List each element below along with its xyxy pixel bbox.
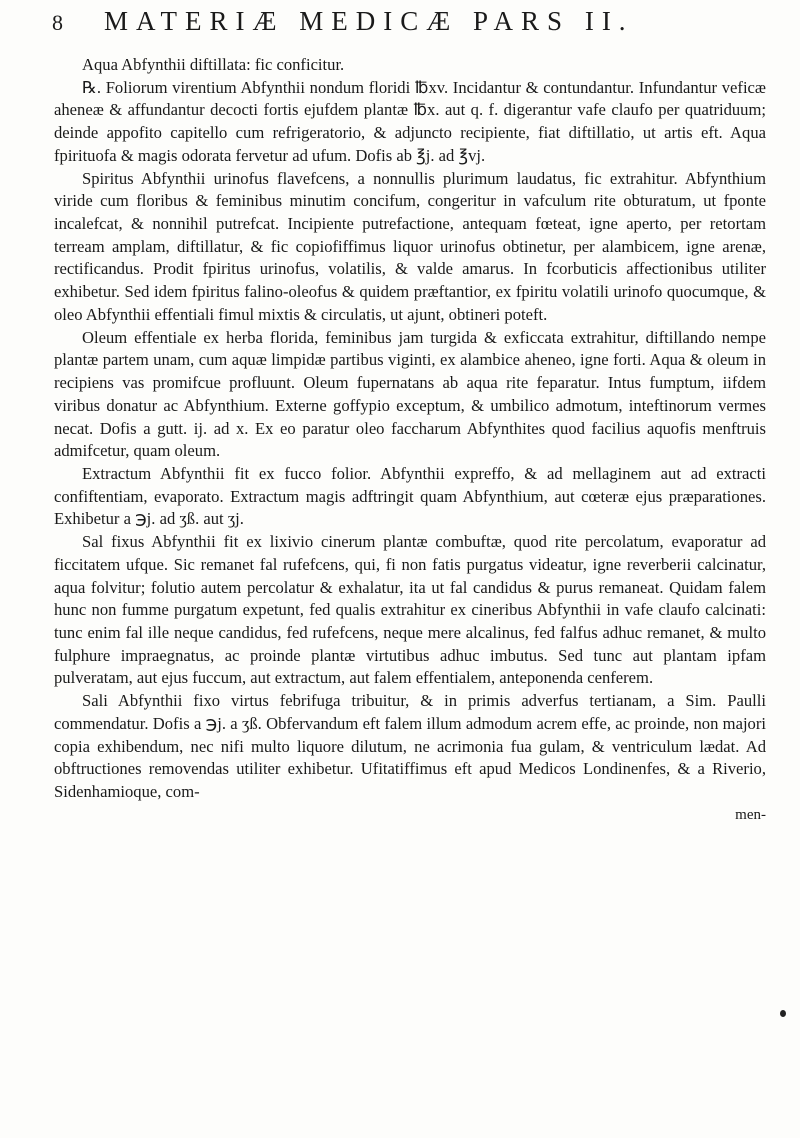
ink-spot [780, 1010, 786, 1017]
paragraph-extractum: Extractum Abfynthii fit ex fucco folior. Abfynthii expreffo, & ad mellaginem aut ad extracti confiftentiam, evaporato. Extractum magis adftringit quam Abfynthium, aut cœteræ ejus præparationes. Exhibetur a ℈j. ad ʒß. aut ʒj. [54, 463, 766, 529]
body-text [54, 54, 766, 826]
paragraph-sal-fixus: Sal fixus Abfynthii fit ex lixivio cinerum plantæ combuftæ, quod rite percolatum, evaporatur ad ficcitatem ufque. Sic remanet fal rufefcens, qui, fi non fatis purgatus videatur, igne reverberii calcinatur, aqua folvitur; folutio autem percolatur & exhalatur, ita ut fal candidus & purus remaneat. Quidam falem hunc non fumme purgatum expetunt, fed qualis extrahitur ex cineribus Abfynthii in vafe claufo calcinati: tunc enim fal ille neque candidus, fed rufefcens, neque mere alcalinus, fed falfus adhuc remanet, & multo fulphure impraegnatus, ac proinde plantæ virtutibus adhuc imbutus. Sed tunc aut plantam ipfam pulveratam, aut ejus fuccum, aut extractum, aut falem effentialem, anteponenda cenferem. [54, 532, 766, 688]
paragraph-oleum: Oleum effentiale ex herba florida, feminibus jam turgida & exficcata extrahitur, diftillando nempe plantæ partem unam, cum aquæ limpidæ partibus viginti, ex alambice aheneo, igne forti. Aqua & oleum in recipiens vas promifcue profluunt. Oleum fupernatans ab aqua rite feparatur. Intus fumptum, iifdem viribus donatur ac Abfynthium. Externe goffypio exceptum, & umbilico admotum, inteftinorum vermes necat. Dofis a gutt. ij. ad x. Ex eo paratur oleo faccharum Abfynthites quod facilius aquofis menftruis admifcetur, quam oleum. [54, 327, 766, 461]
paragraph-sali-virtus: Sali Abfynthii fixo virtus febrifuga tribuitur, & in primis adverfus tertianam, a Sim. Paulli commendatur. Dofis a ℈j. a ʒß. Obfervandum eft falem illum admodum acrem effe, ac proinde, non majori copia exhibendum, nec nifi multo liquore dilutum, ne acrimonia fua gulam, & ventriculum lædat. Ad obftructiones removendas utiliter exhibetur. Ufitatiffimus eft apud Medicos Londinenfes, & a Riverio, Sidenhamioque, com- [54, 691, 766, 801]
paragraph-recipe: ℞. Foliorum virentium Abfynthii nondum floridi ℔xv. Incidantur & contundantur. Infundantur veficæ aheneæ & affundantur decocti fortis ejufdem plantæ ℔x. aut q. f. digerantur vafe claufo per quatriduum; deinde appofito capitello cum refrigeratorio, & adjuncto recipiente, fiat diftillatio, ut artis eft. Aqua fpirituofa & magis odorata fervetur ad ufum. Dofis ab ℥j. ad ℥vj. [54, 77, 766, 165]
running-title: MATERIÆ MEDICÆ PARS II. [104, 6, 634, 36]
paragraph-spiritus: Spiritus Abfynthii urinofus flavefcens, a nonnullis plurimum laudatus, fic extrahitur. Abfynthium viride cum floribus & feminibus minutim concifum, congeritur in vafculum rite obturatum, ut fponte incalefcat, & nonnihil putrefcat. Incipiente putrefactione, antequam fœteat, igne aperto, per retortam terream amplam, diftillatur, & fic copiofiffimus liquor urinofus obtinetur, per alambicem, igne arenæ, rectificandus. Prodit fpiritus urinofus, volatilis, & valde amarus. In fcorbuticis affectionibus utiliter exhibetur. Sed idem fpiritus falino-oleofus & quidem præftantior, ex fpiritu volatili urinofo quocumque, & oleo Abfynthii effentiali fimul mixtis & circulatis, ut ajunt, obtineri poteft. [54, 168, 766, 324]
page-header [52, 6, 760, 42]
catchword: men- [735, 806, 766, 823]
paragraph-aqua-heading: Aqua Abfynthii diftillata: fic conficitur. [82, 55, 345, 74]
page-number: 8 [52, 10, 63, 35]
